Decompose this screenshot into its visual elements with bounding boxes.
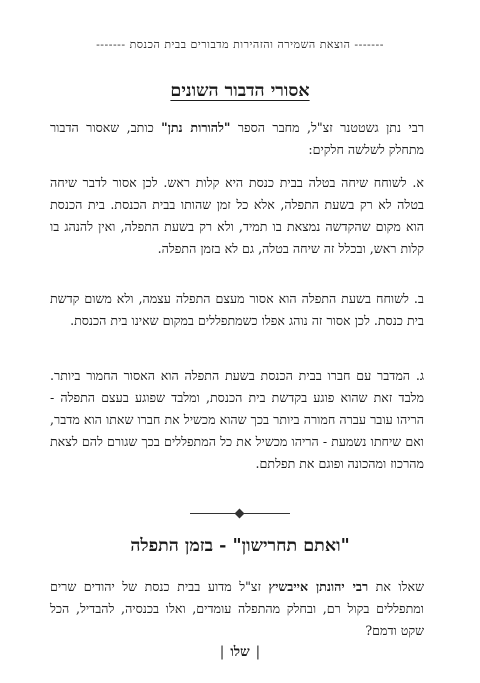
page-number-bar-left: | — [219, 644, 225, 660]
paragraph-text: ב. לשוחח בשעת התפלה הוא אסור מעצם התפלה עצמה, ולא משום קדשת בית כנסת. לכן אסור זה נוהג אפלו כשמתפללים במקום שאינו בית הכנסת. — [50, 291, 424, 328]
intro-paragraph — [50, 117, 424, 161]
paragraph-gimel — [50, 365, 424, 475]
paragraph-text: א. לשוחח שיחה בטלה בבית כנסת היא קלות ראש. לכן אסור לדבר שיחה בטלה לא רק בשעת התפלה, אלא כל זמן שהותו בבית הכנסת. בית הכנסת הוא מקום שהקדשה נמצאת בו תמיד, ולא רק בשעת התפלה, ואין להנהג בו קלות ראש, ובכלל זה שיחה בטלה, גם לא בזמן התפלה. — [50, 175, 424, 256]
last-text-end: זצ"ל מדוע בבית כנסת של יהודים שרים ומתפללים בקול רם, ובחלק מהתפלה עומדים, ואלו בכנסיה, להבדיל, הכל שקט ודמם? — [50, 579, 424, 638]
paragraph-bet — [50, 288, 424, 332]
rabbi-name: רבי יהונתן אייבשיץ — [268, 579, 369, 594]
section-title-2: "ואתם תחרישון" - בזמן התפלה — [130, 536, 350, 556]
paragraph-text: ג. המדבר עם חברו בבית הכנסת בשעת התפלה הוא האסור החמור ביותר. מלבד זאת שהוא פוגע בקדשת בית הכנסת, ומלבד שפוגע בעצם התפלה - הריהו עובר עברה חמורה ביותר בכך שהוא מכשיל את חברו שאתו הוא מדבר, ואם שיחתו נשמעת - הריהו מכשיל את כל המתפללים בכך שגורם להם לצאת מהרכוז ומהכונה ופוגם את תפלתם. — [50, 368, 424, 471]
ornamental-divider — [190, 509, 290, 519]
page-number-bar-right: | — [255, 644, 261, 660]
page-number-text: שלו — [230, 644, 250, 660]
section-title: אסורי הדבור השונים — [170, 81, 310, 101]
page-number — [0, 644, 480, 660]
last-paragraph — [50, 576, 424, 642]
book-title: "להורות נתן" — [161, 120, 231, 135]
paragraph-alef — [50, 172, 424, 260]
intro-text-end: כותב, שאסור הדבור מתחלק לשלשה חלקים: — [50, 120, 424, 157]
divider-diamond-icon — [235, 509, 245, 519]
last-text-start: שאלו את — [368, 579, 424, 594]
running-header: ------- הוצאת השמירה והזהירות מדבורים בבית הכנסת ------- — [96, 38, 384, 51]
intro-text-start: רבי נתן גשטטנר זצ"ל, מחבר הספר — [230, 120, 424, 135]
